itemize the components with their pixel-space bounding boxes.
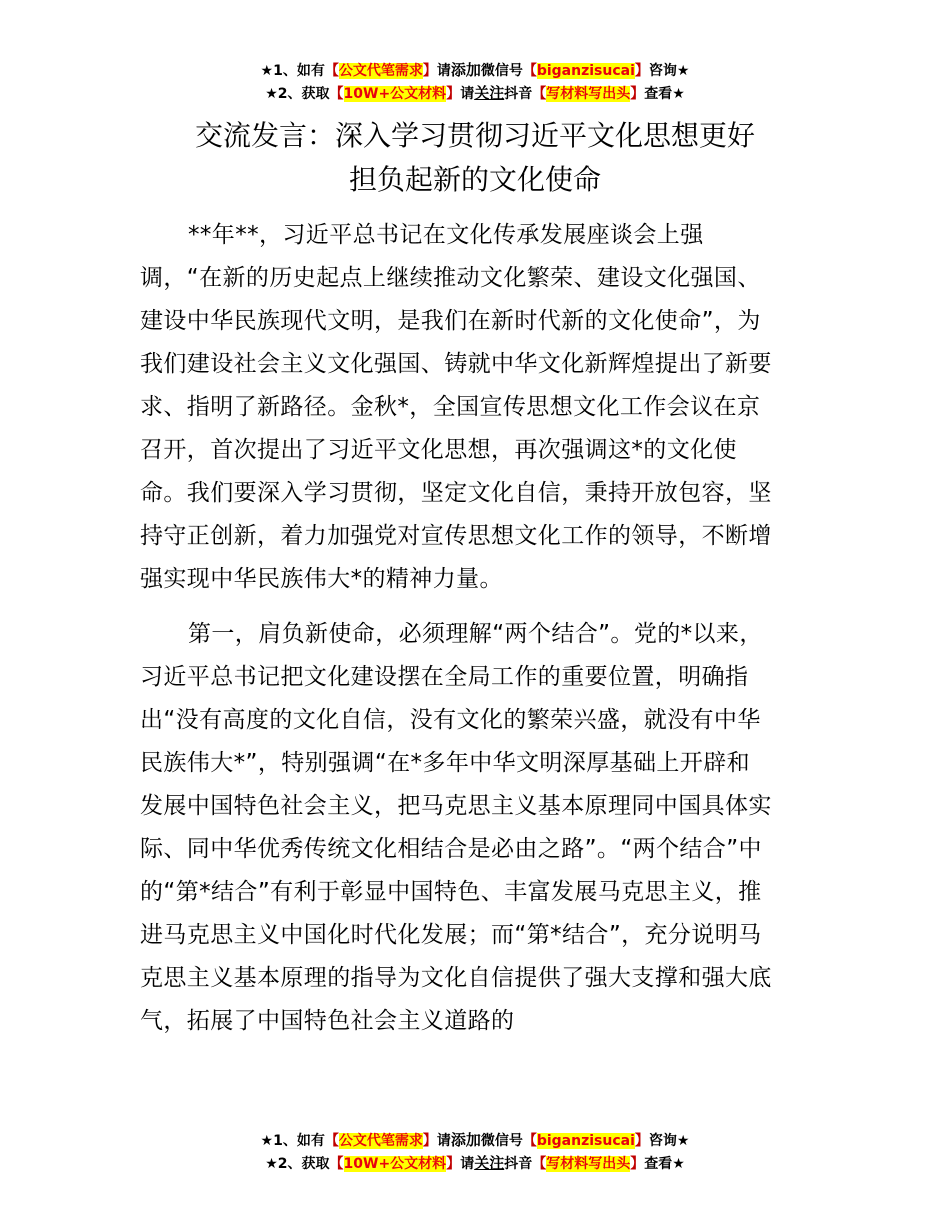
title-line-2: 担负起新的文化使命 [348, 163, 601, 196]
ad-highlight-douyin-account: 写材料写出头 [546, 1156, 631, 1172]
header-ad-line-1 [0, 59, 950, 82]
paragraph-line: **年**，习近平总书记在文化传承发展座谈会上强 [188, 222, 704, 248]
ad-bracket: 【 [329, 86, 344, 102]
ad-text-emphasis: 关注 [474, 1154, 505, 1172]
ad-text: 咨询★ [648, 1133, 690, 1149]
ad-text-emphasis: 关注 [474, 84, 505, 102]
header-ad-banner [0, 59, 950, 105]
ad-text: ★1、如有 [260, 1133, 325, 1149]
paragraph-line: 出“没有高度的文化自信，没有文化的繁荣兴盛，就没有中华 [140, 707, 761, 733]
ad-text-emphasis: 添加 [450, 61, 481, 79]
ad-highlight-service: 公文代笔需求 [338, 1133, 423, 1149]
paragraph-line: 我们建设社会主义文化强国、铸就中华文化新辉煌提出了新要 [140, 351, 772, 377]
paragraph-line: 调，“在新的历史起点上继续推动文化繁荣、建设文化强国、 [140, 265, 761, 291]
footer-ad-line-2 [0, 1152, 950, 1175]
ad-text: 抖音 [504, 1156, 533, 1172]
body-paragraph-1 [140, 214, 812, 601]
ad-text: 查看★ [644, 86, 685, 102]
ad-bracket: 】 [634, 63, 649, 79]
ad-bracket: 】 [630, 86, 645, 102]
paragraph-line: 民族伟大*”，特别强调“在*多年中华文明深厚基础上开辟和 [140, 750, 751, 776]
ad-bracket: 【 [532, 86, 547, 102]
ad-bracket: 】 [446, 1156, 461, 1172]
ad-highlight-service: 公文代笔需求 [338, 63, 423, 79]
paragraph-line: 求、指明了新路径。金秋*，全国宣传思想文化工作会议在京 [140, 394, 761, 420]
ad-text: 抖音 [504, 86, 533, 102]
ad-text: ★2、获取 [265, 86, 330, 102]
ad-highlight-materials: 10W+公文材料 [343, 1156, 447, 1172]
ad-text: 微信号 [480, 63, 523, 79]
ad-text: ★2、获取 [265, 1156, 330, 1172]
ad-bracket: 】 [422, 1133, 437, 1149]
paragraph-line: 气，拓展了中国特色社会主义道路的 [140, 1008, 515, 1034]
ad-bracket: 】 [630, 1156, 645, 1172]
ad-bracket: 【 [324, 63, 339, 79]
ad-bracket: 【 [532, 1156, 547, 1172]
paragraph-line: 习近平总书记把文化建设摆在全局工作的重要位置，明确指 [140, 664, 749, 690]
paragraph-line: 发展中国特色社会主义，把马克思主义基本原理同中国具体实 [140, 793, 772, 819]
ad-bracket: 【 [329, 1156, 344, 1172]
paragraph-line: 第一，肩负新使命，必须理解“两个结合”。党的*以来， [188, 621, 763, 647]
paragraph-line: 建设中华民族现代文明，是我们在新时代新的文化使命”，为 [140, 308, 761, 334]
paragraph-line: 的“第*结合”有利于彰显中国特色、丰富发展马克思主义，推 [140, 879, 762, 905]
ad-text: 微信号 [480, 1133, 523, 1149]
ad-highlight-wechat-id: biganzisucai [536, 63, 635, 79]
ad-text: ★1、如有 [260, 63, 325, 79]
ad-text: 请 [436, 1133, 451, 1149]
ad-highlight-douyin-account: 写材料写出头 [546, 86, 631, 102]
ad-text: 请 [436, 63, 451, 79]
paragraph-line: 命。我们要深入学习贯彻，坚定文化自信，秉持开放包容，坚 [140, 480, 772, 506]
paragraph-line: 进马克思主义中国化时代化发展；而“第*结合”，充分说明马 [140, 922, 762, 948]
ad-bracket: 】 [446, 86, 461, 102]
ad-highlight-materials: 10W+公文材料 [343, 86, 447, 102]
ad-text-emphasis: 添加 [450, 1131, 481, 1149]
footer-ad-line-1 [0, 1129, 950, 1152]
title-line-1: 交流发言：深入学习贯彻习近平文化思想更好 [194, 119, 755, 152]
ad-bracket: 【 [324, 1133, 339, 1149]
ad-text: 咨询★ [648, 63, 690, 79]
document-title [100, 114, 850, 202]
footer-ad-banner [0, 1129, 950, 1175]
ad-bracket: 】 [634, 1133, 649, 1149]
paragraph-line: 际、同中华优秀传统文化相结合是必由之路”。“两个结合”中 [140, 836, 762, 862]
ad-text: 请 [460, 86, 475, 102]
body-paragraph-2 [140, 613, 812, 1043]
ad-bracket: 【 [522, 63, 537, 79]
paragraph-line: 克思主义基本原理的指导为文化自信提供了强大支撑和强大底 [140, 965, 772, 991]
header-ad-line-2 [0, 82, 950, 105]
paragraph-line: 召开，首次提出了习近平文化思想，再次强调这*的文化使 [140, 437, 737, 463]
ad-highlight-wechat-id: biganzisucai [536, 1133, 635, 1149]
paragraph-line: 强实现中华民族伟大*的精神力量。 [140, 566, 503, 592]
paragraph-line: 持守正创新，着力加强党对宣传思想文化工作的领导，不断增 [140, 523, 772, 549]
ad-text: 请 [460, 1156, 475, 1172]
ad-text: 查看★ [644, 1156, 685, 1172]
ad-bracket: 【 [522, 1133, 537, 1149]
ad-bracket: 】 [422, 63, 437, 79]
